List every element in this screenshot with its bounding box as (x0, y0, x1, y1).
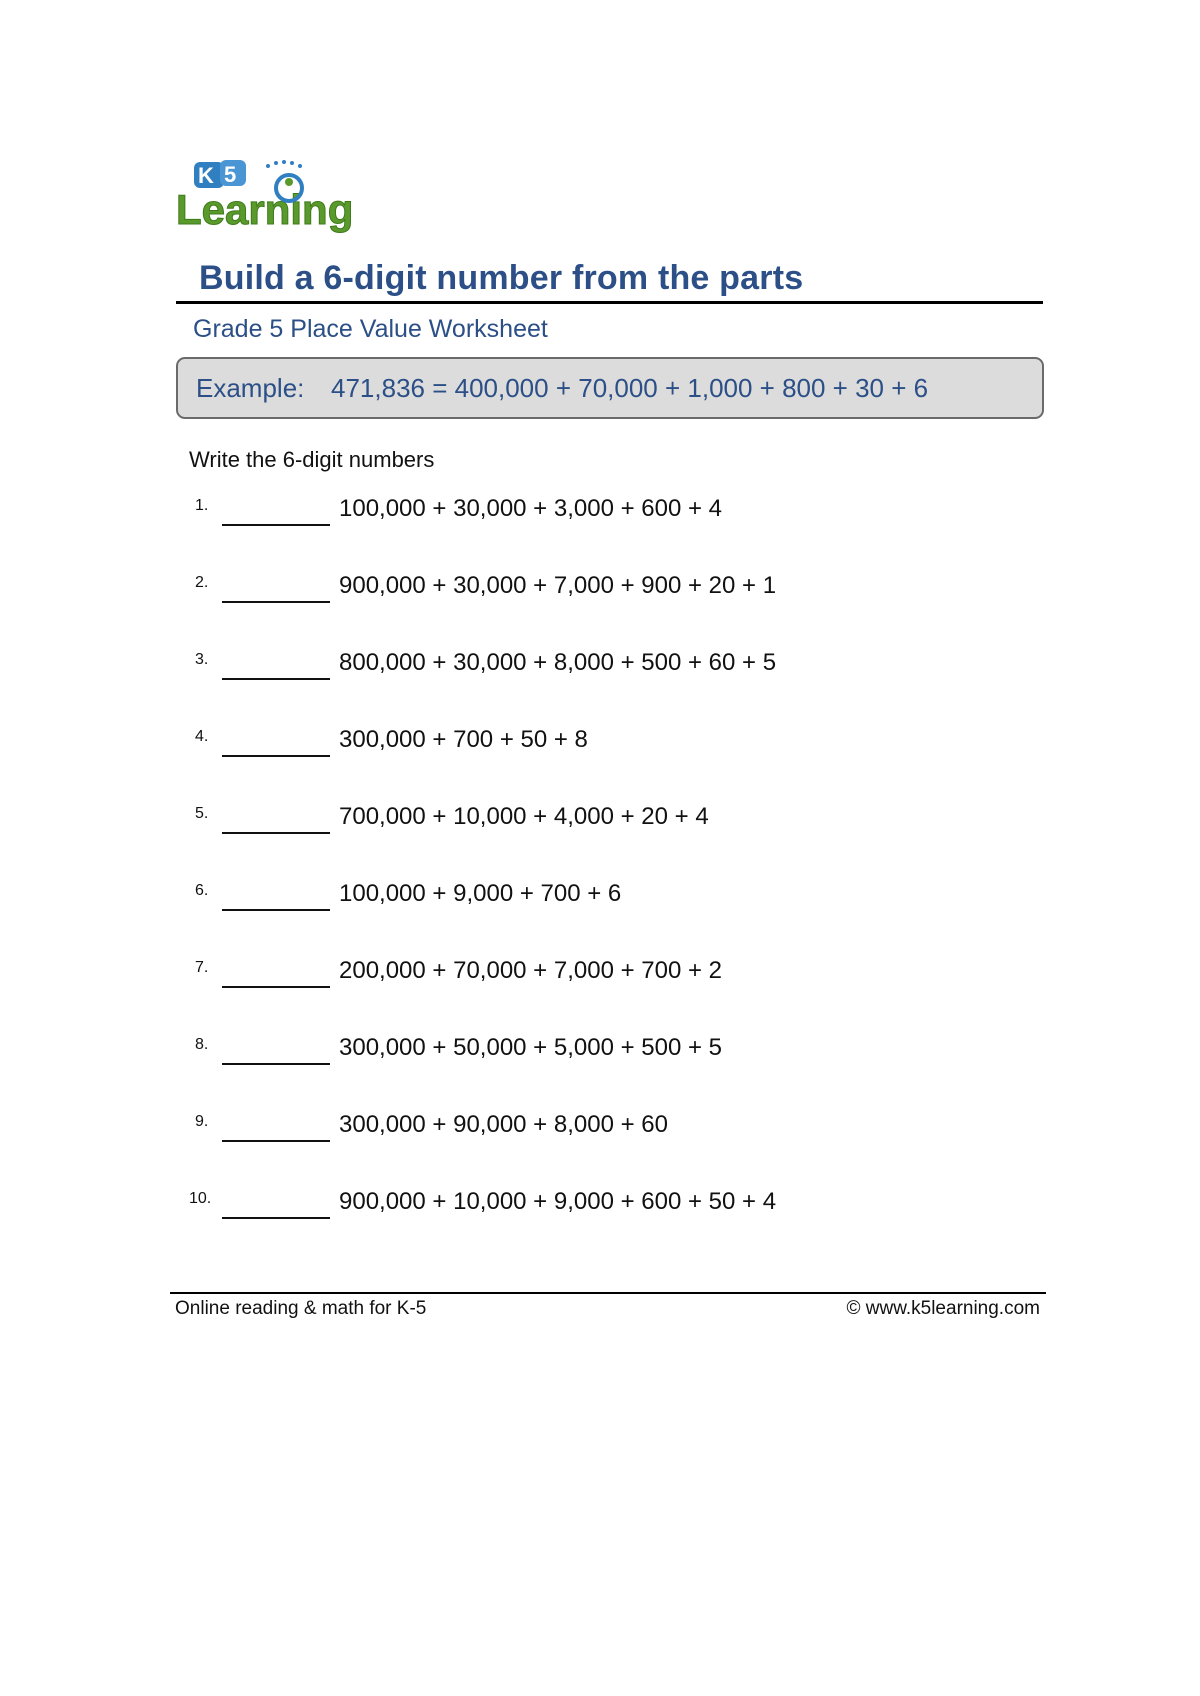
example-label: Example: (196, 373, 305, 403)
footer-copyright: © www.k5learning.com (846, 1298, 1040, 1319)
problem-number: 8. (195, 1036, 209, 1053)
problem-expression: 700,000 + 10,000 + 4,000 + 20 + 4 (339, 803, 709, 830)
example-equation: 471,836 = 400,000 + 70,000 + 1,000 + 800 + 30 + 6 (331, 373, 929, 403)
problem-expression: 300,000 + 90,000 + 8,000 + 60 (339, 1111, 668, 1138)
problem-number: 10. (189, 1190, 212, 1207)
problem-item (189, 957, 989, 997)
example-box (176, 357, 1044, 419)
svg-text:5: 5 (224, 162, 237, 187)
problem-number: 1. (195, 497, 209, 514)
problem-number: 7. (195, 959, 209, 976)
problem-number: 5. (195, 805, 209, 822)
problem-expression: 100,000 + 30,000 + 3,000 + 600 + 4 (339, 495, 723, 522)
answer-blank[interactable] (222, 1140, 330, 1142)
problem-item (189, 1188, 989, 1228)
svg-text:Learning: Learning (176, 186, 354, 233)
answer-blank[interactable] (222, 601, 330, 603)
problem-expression: 900,000 + 30,000 + 7,000 + 900 + 20 + 1 (339, 572, 777, 599)
problem-expression: 300,000 + 50,000 + 5,000 + 500 + 5 (339, 1034, 723, 1061)
problem-expression: 100,000 + 9,000 + 700 + 6 (339, 880, 622, 907)
instructions: Write the 6-digit numbers (189, 447, 435, 472)
problem-number: 3. (195, 651, 209, 668)
answer-blank[interactable] (222, 755, 330, 757)
problem-expression: 200,000 + 70,000 + 7,000 + 700 + 2 (339, 957, 723, 984)
answer-blank[interactable] (222, 986, 330, 988)
answer-blank[interactable] (222, 832, 330, 834)
page-subtitle: Grade 5 Place Value Worksheet (193, 315, 548, 343)
answer-blank[interactable] (222, 678, 330, 680)
problem-item (189, 572, 989, 612)
problem-item (189, 726, 989, 766)
answer-blank[interactable] (222, 524, 330, 526)
answer-blank[interactable] (222, 909, 330, 911)
problem-expression: 800,000 + 30,000 + 8,000 + 500 + 60 + 5 (339, 649, 777, 676)
title-divider (176, 301, 1043, 304)
answer-blank[interactable] (222, 1217, 330, 1219)
problem-number: 6. (195, 882, 209, 899)
page-title: Build a 6-digit number from the parts (199, 259, 804, 297)
footer-tagline: Online reading & math for K-5 (175, 1298, 427, 1319)
problem-item (189, 1034, 989, 1074)
answer-blank[interactable] (222, 1063, 330, 1065)
problem-expression: 900,000 + 10,000 + 9,000 + 600 + 50 + 4 (339, 1188, 777, 1215)
k5-learning-logo (176, 158, 356, 238)
problem-number: 2. (195, 574, 209, 591)
problem-expression: 300,000 + 700 + 50 + 8 (339, 726, 588, 753)
problem-item (189, 803, 989, 843)
problem-item (189, 1111, 989, 1151)
problem-item (189, 495, 989, 535)
problem-item (189, 880, 989, 920)
svg-text:K: K (198, 163, 214, 188)
footer-divider (170, 1292, 1046, 1294)
problem-number: 9. (195, 1113, 209, 1130)
problem-number: 4. (195, 728, 209, 745)
problem-item (189, 649, 989, 689)
